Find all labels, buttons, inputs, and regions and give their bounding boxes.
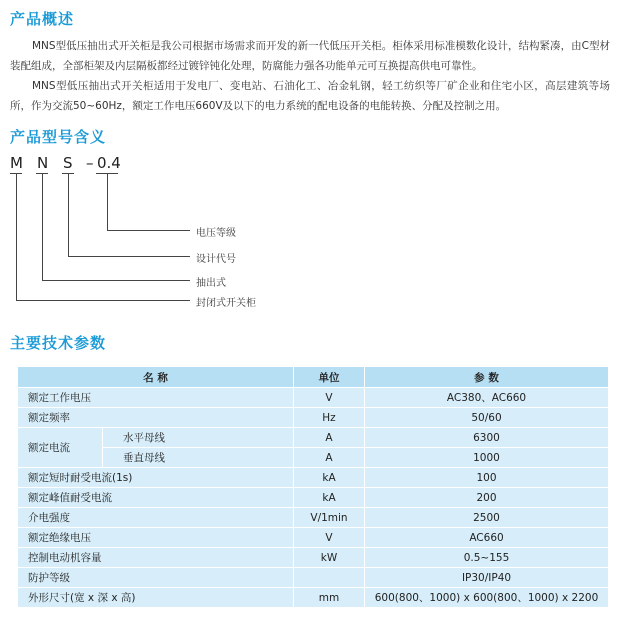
row-unit: A bbox=[294, 428, 365, 448]
connector-enclosed-h bbox=[16, 300, 190, 301]
row-name: 控制电动机容量 bbox=[18, 548, 294, 568]
model-letter-s: S bbox=[63, 154, 73, 172]
params-title: 主要技术参数 bbox=[10, 334, 107, 352]
row-value: AC660 bbox=[365, 528, 609, 548]
connector-voltage-h bbox=[107, 230, 190, 231]
row-unit: kA bbox=[294, 468, 365, 488]
table-row bbox=[18, 468, 609, 488]
row-name: 额定频率 bbox=[18, 408, 294, 428]
row-unit: kW bbox=[294, 548, 365, 568]
label-enclosed-switchgear: 封闭式开关柜 bbox=[196, 298, 256, 309]
row-name: 介电强度 bbox=[18, 508, 294, 528]
row-value: 600(800、1000) x 600(800、1000) x 2200 bbox=[365, 588, 609, 608]
row-name: 额定工作电压 bbox=[18, 388, 294, 408]
row-value: 0.5~155 bbox=[365, 548, 609, 568]
row-name: 额定短时耐受电流(1s) bbox=[18, 468, 294, 488]
model-letter-m: M bbox=[10, 154, 23, 172]
row-value: AC380、AC660 bbox=[365, 388, 609, 408]
overview-paragraph-2: MNS型低压抽出式开关柜适用于发电厂、变电站、石油化工、冶金轧钢，轻工纺织等厂矿企业和住宅小区，高层建筑等场所，作为交流50~60Hz，额定工作电压660V及以下的电力系统的配电设备的电能转换、分配及控制之用。 bbox=[10, 80, 610, 112]
overview-title: 产品概述 bbox=[10, 10, 75, 28]
connector-design-h bbox=[68, 256, 190, 257]
header-unit: 单位 bbox=[294, 367, 365, 388]
row-unit: V bbox=[294, 528, 365, 548]
row-unit: V/1min bbox=[294, 508, 365, 528]
overview-paragraph-1: MNS型低压抽出式开关柜是我公司根据市场需求而开发的新一代低压开关柜。柜体采用标准模数化设计，结构紧凑，由C型材装配组成，全部柜架及内层隔板都经过镀锌钝化处理，防腐能力强各功能单元可互换提高供电可靠性。 bbox=[10, 40, 610, 72]
label-voltage-grade: 电压等级 bbox=[196, 228, 236, 239]
table-row bbox=[18, 488, 609, 508]
label-design-code: 设计代号 bbox=[196, 254, 236, 265]
row-subname: 水平母线 bbox=[103, 428, 294, 448]
connector-draw-h bbox=[42, 280, 190, 281]
row-unit: V bbox=[294, 388, 365, 408]
row-value: 2500 bbox=[365, 508, 609, 528]
connector-voltage-v bbox=[107, 174, 108, 230]
table-row bbox=[18, 528, 609, 548]
row-name: 额定电流 bbox=[18, 428, 103, 468]
row-name: 防护等级 bbox=[18, 568, 294, 588]
row-unit: Hz bbox=[294, 408, 365, 428]
row-unit: A bbox=[294, 448, 365, 468]
table-row bbox=[18, 588, 609, 608]
row-value: 50/60 bbox=[365, 408, 609, 428]
model-voltage-code: 0.4 bbox=[97, 154, 121, 172]
table-row bbox=[18, 508, 609, 528]
table-row bbox=[18, 408, 609, 428]
row-value: 200 bbox=[365, 488, 609, 508]
model-title: 产品型号含义 bbox=[10, 128, 107, 146]
connector-design-v bbox=[68, 174, 69, 256]
row-subname: 垂直母线 bbox=[103, 448, 294, 468]
row-value: 1000 bbox=[365, 448, 609, 468]
table-row bbox=[18, 568, 609, 588]
table-row bbox=[18, 428, 609, 448]
row-name: 额定绝缘电压 bbox=[18, 528, 294, 548]
model-letter-n: N bbox=[37, 154, 49, 172]
model-dash: – bbox=[86, 154, 94, 172]
table-header-row bbox=[18, 367, 609, 388]
connector-draw-v bbox=[42, 174, 43, 280]
header-value: 参 数 bbox=[365, 367, 609, 388]
row-value: 100 bbox=[365, 468, 609, 488]
row-unit: mm bbox=[294, 588, 365, 608]
params-table bbox=[17, 366, 609, 608]
label-draw-out: 抽出式 bbox=[196, 278, 226, 289]
row-unit: kA bbox=[294, 488, 365, 508]
header-name: 名 称 bbox=[18, 367, 294, 388]
row-unit bbox=[294, 568, 365, 588]
table-row bbox=[18, 448, 609, 468]
table-row bbox=[18, 548, 609, 568]
row-name: 外形尺寸(宽 x 深 x 高) bbox=[18, 588, 294, 608]
row-value: IP30/IP40 bbox=[365, 568, 609, 588]
table-row bbox=[18, 388, 609, 408]
row-value: 6300 bbox=[365, 428, 609, 448]
connector-enclosed-v bbox=[16, 174, 17, 300]
row-name: 额定峰值耐受电流 bbox=[18, 488, 294, 508]
